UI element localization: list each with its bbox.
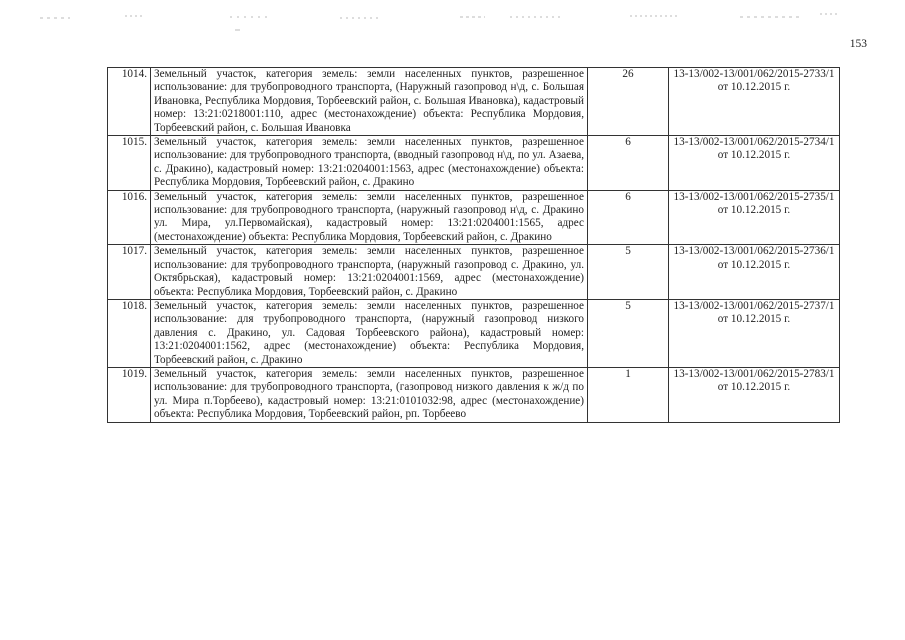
row-description: Земельный участок, категория земель: земли населенных пунктов, разрешенное использование: для трубопроводного транспорта, (газопровод низкого давления к ж/д по ул. Мира п.Торбеево), кадастровый номер: 13:21:0101032:98, адрес (местонахождение) объекта: Республика Мордовия, Торбеевский район, рп. Торбеево: [151, 367, 588, 422]
row-number: 1019.: [108, 367, 151, 422]
row-registration: 13-13/002-13/001/062/2015-2783/1 от 10.12.2015 г.: [669, 367, 840, 422]
row-number: 1015.: [108, 136, 151, 191]
row-registration: 13-13/002-13/001/062/2015-2734/1 от 10.12.2015 г.: [669, 136, 840, 191]
row-description: Земельный участок, категория земель: земли населенных пунктов, разрешенное использование: для трубопроводного транспорта, (наружный газопровод н\д, с. Дракино ул. Мира, ул.Первомайская), кадастровый номер: 13:21:0204001:1565, адрес (местонахождение) объекта: Республика Мордовия, Торбеевский район, с. Дракино: [151, 190, 588, 245]
row-area: 5: [588, 299, 669, 367]
row-number: 1018.: [108, 299, 151, 367]
table-row: [108, 68, 840, 136]
row-description: Земельный участок, категория земель: земли населенных пунктов, разрешенное использование: для трубопроводного транспорта, (вводный газопровод н\д, по ул. Азаева, с. Дракино), кадастровый номер: 13:21:0204001:1563, адрес (местонахождение) объекта: Республика Мордовия, Торбеевский район, с. Дракино: [151, 136, 588, 191]
table-row: [108, 136, 840, 191]
row-number: 1014.: [108, 68, 151, 136]
page-number: 153: [849, 38, 867, 50]
row-number: 1017.: [108, 245, 151, 300]
row-area: 5: [588, 245, 669, 300]
table-row: [108, 190, 840, 245]
row-number: 1016.: [108, 190, 151, 245]
row-registration: 13-13/002-13/001/062/2015-2735/1 от 10.12.2015 г.: [669, 190, 840, 245]
row-area: 26: [588, 68, 669, 136]
row-area: 6: [588, 190, 669, 245]
scan-artifacts: [40, 10, 860, 36]
row-area: 6: [588, 136, 669, 191]
row-description: Земельный участок, категория земель: земли населенных пунктов, разрешенное использование: для трубопроводного транспорта, (Наружный газопровод н\д, с. Большая Ивановка, Республика Мордовия, Торбеевский район, с. Большая Ивановка), кадастровый номер: 13:21:0218001:110, адрес (местонахождение) объекта: Республика Мордовия, Торбеевский район, с. Большая Ивановка: [151, 68, 588, 136]
row-description: Земельный участок, категория земель: земли населенных пунктов, разрешенное использование: для трубопроводного транспорта, (наружный газопровод с. Дракино, ул. Октябрьская), кадастровый номер: 13:21:0204001:1569, адрес (местонахождение) объекта: Республика Мордовия, Торбеевский район, с. Дракино: [151, 245, 588, 300]
row-registration: 13-13/002-13/001/062/2015-2736/1 от 10.12.2015 г.: [669, 245, 840, 300]
row-registration: 13-13/002-13/001/062/2015-2737/1 от 10.12.2015 г.: [669, 299, 840, 367]
row-description: Земельный участок, категория земель: земли населенных пунктов, разрешенное использование: для трубопроводного транспорта, (наружный газопровод низкого давления с. Дракино, ул. Садовая Торбеевского района), кадастровый номер: 13:21:0204001:1562, адрес (местонахождение) объекта: Республика Мордовия, Торбеевский район, с. Дракино: [151, 299, 588, 367]
row-registration: 13-13/002-13/001/062/2015-2733/1 от 10.12.2015 г.: [669, 68, 840, 136]
table-row: [108, 299, 840, 367]
land-registry-table: [107, 67, 840, 423]
table-row: [108, 367, 840, 422]
table-row: [108, 245, 840, 300]
row-area: 1: [588, 367, 669, 422]
